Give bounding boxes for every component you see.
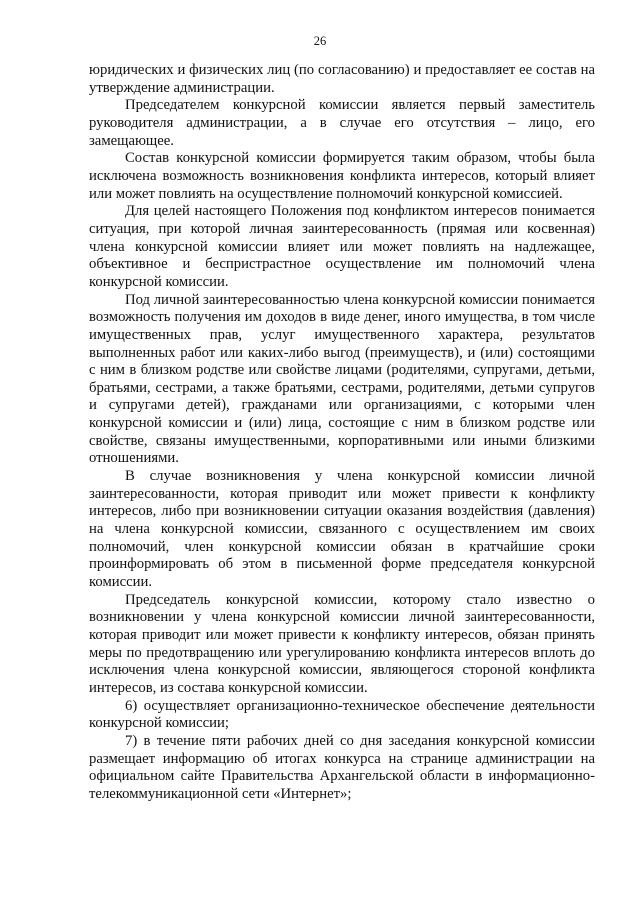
paragraph-commission-composition: Состав конкурсной комиссии формируется таким образом, чтобы была исключена возможность возникновения конфликта интересов, который влияет или может повлиять на осуществление полномочий конкурсной комиссией.: [89, 150, 595, 202]
paragraph-notification-duty: В случае возникновения у члена конкурсной комиссии личной заинтересованности, которая приводит или может привести к конфликту интересов, либо при возникновении ситуации оказания воздействия (давления) на члена конкурсной комиссии, связанного с осуществлением им своих полномочий, член конкурсной комиссии обязан в кратчайшие сроки проинформировать об этом в письменной форме председателя конкурсной комиссии.: [89, 468, 595, 591]
paragraph-continuation: юридических и физических лиц (по согласованию) и предоставляет ее состав на утверждение администрации.: [89, 62, 595, 96]
paragraph-item-7: 7) в течение пяти рабочих дней со дня заседания конкурсной комиссии размещает информацию об итогах конкурса на странице администрации на официальном сайте Правительства Архангельской области в информационно-телекоммуникационной сети «Интернет»;: [89, 732, 595, 802]
paragraph-chairman-measures: Председатель конкурсной комиссии, которому стало известно о возникновении у члена конкурсной комиссии личной заинтересованности, которая приводит или может привести к конфликту интересов, обязан принять меры по предотвращению или урегулированию конфликта интересов вплоть до исключения члена конкурсной комиссии, являющегося стороной конфликта интересов, из состава конкурсной комиссии.: [89, 591, 595, 696]
document-body: [89, 62, 595, 804]
paragraph-conflict-definition: Для целей настоящего Положения под конфликтом интересов понимается ситуация, при которой личная заинтересованность (прямая или косвенная) члена конкурсной комиссии влияет или может повлиять на надлежащее, объективное и беспристрастное осуществление им полномочий члена конкурсной комиссии.: [89, 203, 595, 290]
paragraph-commission-chairman: Председателем конкурсной комиссии является первый заместитель руководителя администрации, а в случае его отсутствия – лицо, его замещающее.: [89, 97, 595, 149]
page-number: 26: [313, 34, 327, 48]
paragraph-item-6: 6) осуществляет организационно-техническое обеспечение деятельности конкурсной комиссии;: [89, 697, 595, 732]
paragraph-personal-interest: Под личной заинтересованностью члена конкурсной комиссии понимается возможность получения им доходов в виде денег, иного имущества, в том числе имущественных прав, услуг имущественного характера, результатов выполненных работ или каких-либо выгод (преимуществ), и (или) состоящими с ним в близком родстве или свойстве лицами (родителями, супругами, детьми, братьями, сестрами, а также братьями, сестрами, родителями, детьми супругов и супругами детей), гражданами или организациями, с которыми член конкурсной комиссии и (или) лица, состоящие с ним в близком родстве или свойстве, связаны имущественными, корпоративными или иными близкими отношениями.: [89, 291, 595, 467]
